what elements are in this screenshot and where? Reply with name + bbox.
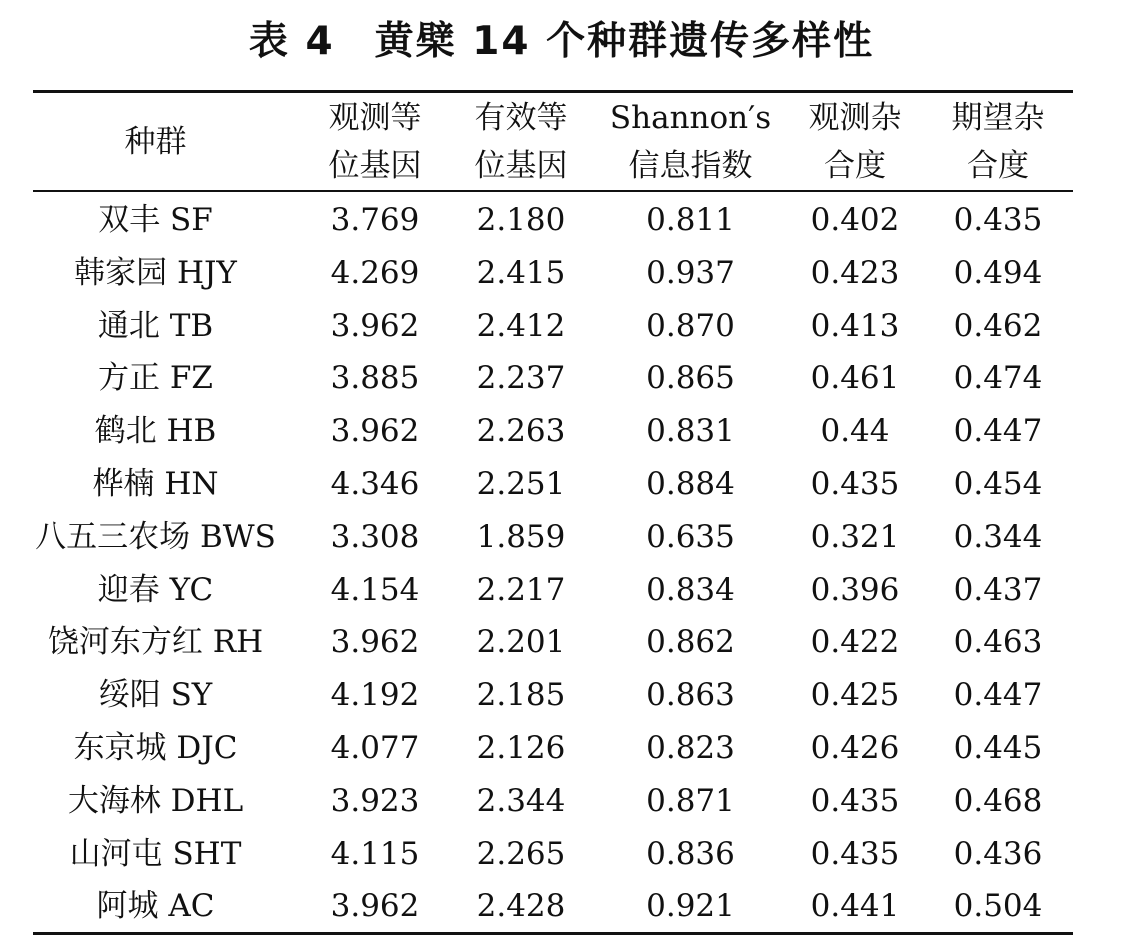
cell-observed-alleles: 4.115 bbox=[330, 835, 420, 872]
cell-expected-heterozygosity: 0.462 bbox=[953, 307, 1043, 344]
cell-observed-heterozygosity: 0.321 bbox=[810, 518, 900, 555]
header-text: Shannon′s bbox=[609, 99, 772, 136]
cell-expected-heterozygosity: 0.344 bbox=[953, 518, 1043, 555]
cell-observed-heterozygosity: 0.413 bbox=[810, 307, 900, 344]
table-row bbox=[33, 511, 1073, 564]
cell-shannon-index: 0.834 bbox=[646, 571, 735, 608]
cell-population-name: 东京城 DJC bbox=[73, 730, 238, 766]
header-expected-heterozygosity bbox=[938, 93, 1058, 190]
cell-population-name: 山河屯 SHT bbox=[69, 835, 242, 872]
cell-observed-heterozygosity: 0.461 bbox=[810, 360, 900, 397]
table-number: 表 4 bbox=[248, 19, 335, 64]
cell-expected-heterozygosity: 0.436 bbox=[953, 835, 1043, 872]
cell-shannon-index: 0.871 bbox=[646, 782, 735, 819]
cell-observed-alleles: 3.962 bbox=[330, 624, 420, 661]
table-row bbox=[33, 247, 1073, 300]
cell-observed-alleles: 4.346 bbox=[330, 466, 420, 502]
cell-shannon-index: 0.823 bbox=[646, 730, 735, 766]
cell-observed-alleles: 3.962 bbox=[330, 307, 420, 344]
cell-shannon-index: 0.870 bbox=[646, 307, 735, 344]
cell-effective-alleles: 2.126 bbox=[476, 730, 566, 766]
cell-effective-alleles: 2.344 bbox=[476, 782, 566, 819]
cell-expected-heterozygosity: 0.447 bbox=[953, 413, 1043, 450]
header-text: 种群 bbox=[124, 123, 187, 160]
cell-population-name: 鹤北 HB bbox=[94, 413, 217, 450]
header-text: 位基因 bbox=[474, 147, 568, 184]
header-effective-alleles bbox=[461, 93, 581, 190]
cell-shannon-index: 0.921 bbox=[646, 888, 735, 925]
table-row bbox=[33, 828, 1073, 881]
cell-population-name: 大海林 DHL bbox=[67, 782, 244, 819]
header-text: 期望杂 bbox=[951, 99, 1045, 136]
cell-observed-heterozygosity: 0.423 bbox=[810, 254, 900, 291]
cell-population-name: 迎春 YC bbox=[97, 571, 214, 608]
header-text: 合度 bbox=[824, 147, 886, 184]
table-row bbox=[33, 880, 1073, 933]
cell-observed-alleles: 4.154 bbox=[330, 571, 420, 608]
table-row bbox=[33, 775, 1073, 828]
header-shannon-index bbox=[609, 93, 772, 190]
cell-shannon-index: 0.884 bbox=[646, 466, 735, 502]
cell-expected-heterozygosity: 0.435 bbox=[953, 202, 1043, 238]
header-text: 观测等 bbox=[328, 99, 422, 136]
table-row bbox=[33, 300, 1073, 353]
cell-expected-heterozygosity: 0.504 bbox=[953, 888, 1043, 925]
cell-observed-alleles: 4.269 bbox=[330, 254, 420, 291]
table-caption: 黄檗 14 个种群遗传多样性 bbox=[374, 19, 875, 64]
cell-observed-heterozygosity: 0.435 bbox=[810, 782, 900, 819]
cell-shannon-index: 0.811 bbox=[646, 202, 735, 238]
header-text: 合度 bbox=[967, 147, 1029, 184]
header-text: 信息指数 bbox=[628, 147, 753, 184]
table-row bbox=[33, 352, 1073, 405]
cell-observed-heterozygosity: 0.396 bbox=[810, 571, 900, 608]
cell-population-name: 韩家园 HJY bbox=[74, 254, 237, 291]
cell-shannon-index: 0.862 bbox=[646, 624, 735, 661]
cell-observed-alleles: 3.962 bbox=[330, 413, 420, 450]
cell-observed-alleles: 3.769 bbox=[330, 202, 420, 238]
cell-observed-alleles: 4.077 bbox=[330, 730, 420, 766]
cell-observed-alleles: 3.923 bbox=[330, 782, 420, 819]
table-row bbox=[33, 616, 1073, 669]
cell-observed-heterozygosity: 0.435 bbox=[810, 835, 900, 872]
table-row bbox=[33, 405, 1073, 458]
header-observed-heterozygosity bbox=[795, 93, 915, 190]
cell-observed-alleles: 3.308 bbox=[330, 518, 420, 555]
cell-observed-heterozygosity: 0.402 bbox=[810, 202, 900, 238]
table-title bbox=[0, 14, 1123, 70]
cell-effective-alleles: 2.415 bbox=[476, 254, 566, 291]
cell-observed-heterozygosity: 0.44 bbox=[820, 413, 890, 450]
cell-observed-heterozygosity: 0.425 bbox=[810, 677, 900, 714]
cell-shannon-index: 0.937 bbox=[646, 254, 735, 291]
cell-population-name: 桦楠 HN bbox=[92, 466, 219, 502]
cell-expected-heterozygosity: 0.437 bbox=[953, 571, 1043, 608]
table-row bbox=[33, 722, 1073, 775]
cell-effective-alleles: 2.185 bbox=[476, 677, 566, 714]
cell-population-name: 阿城 AC bbox=[96, 888, 215, 925]
cell-population-name: 通北 TB bbox=[97, 307, 214, 344]
header-rule bbox=[33, 190, 1073, 192]
cell-observed-heterozygosity: 0.435 bbox=[810, 466, 900, 502]
header-text: 位基因 bbox=[328, 147, 422, 184]
header-text: 有效等 bbox=[474, 99, 568, 136]
cell-shannon-index: 0.635 bbox=[646, 518, 735, 555]
cell-effective-alleles: 1.859 bbox=[476, 518, 566, 555]
cell-observed-heterozygosity: 0.441 bbox=[810, 888, 900, 925]
header-population bbox=[33, 93, 278, 190]
cell-effective-alleles: 2.428 bbox=[476, 888, 566, 925]
cell-observed-heterozygosity: 0.422 bbox=[810, 624, 900, 661]
cell-effective-alleles: 2.180 bbox=[476, 202, 566, 238]
cell-population-name: 绥阳 SY bbox=[98, 677, 213, 714]
cell-effective-alleles: 2.412 bbox=[476, 307, 566, 344]
table-row bbox=[33, 194, 1073, 247]
cell-shannon-index: 0.863 bbox=[646, 677, 735, 714]
cell-expected-heterozygosity: 0.445 bbox=[953, 730, 1043, 766]
cell-observed-alleles: 3.962 bbox=[330, 888, 420, 925]
cell-expected-heterozygosity: 0.468 bbox=[953, 782, 1043, 819]
cell-effective-alleles: 2.201 bbox=[476, 624, 566, 661]
cell-effective-alleles: 2.217 bbox=[476, 571, 566, 608]
cell-shannon-index: 0.865 bbox=[646, 360, 735, 397]
cell-population-name: 八五三农场 BWS bbox=[35, 518, 276, 555]
cell-expected-heterozygosity: 0.447 bbox=[953, 677, 1043, 714]
header-observed-alleles bbox=[315, 93, 435, 190]
cell-observed-heterozygosity: 0.426 bbox=[810, 730, 900, 766]
cell-population-name: 双丰 SF bbox=[98, 202, 213, 238]
cell-effective-alleles: 2.265 bbox=[476, 835, 566, 872]
cell-observed-alleles: 4.192 bbox=[330, 677, 420, 714]
cell-expected-heterozygosity: 0.454 bbox=[953, 466, 1043, 502]
cell-population-name: 饶河东方红 RH bbox=[47, 624, 264, 661]
cell-effective-alleles: 2.237 bbox=[476, 360, 566, 397]
cell-effective-alleles: 2.263 bbox=[476, 413, 566, 450]
cell-expected-heterozygosity: 0.463 bbox=[953, 624, 1043, 661]
cell-population-name: 方正 FZ bbox=[98, 360, 213, 397]
header-text: 观测杂 bbox=[808, 99, 902, 136]
cell-shannon-index: 0.831 bbox=[646, 413, 735, 450]
table-row bbox=[33, 669, 1073, 722]
cell-expected-heterozygosity: 0.474 bbox=[953, 360, 1043, 397]
cell-observed-alleles: 3.885 bbox=[330, 360, 420, 397]
cell-expected-heterozygosity: 0.494 bbox=[953, 254, 1043, 291]
table-row bbox=[33, 564, 1073, 617]
table-row bbox=[33, 458, 1073, 511]
cell-effective-alleles: 2.251 bbox=[476, 466, 566, 502]
cell-shannon-index: 0.836 bbox=[646, 835, 735, 872]
